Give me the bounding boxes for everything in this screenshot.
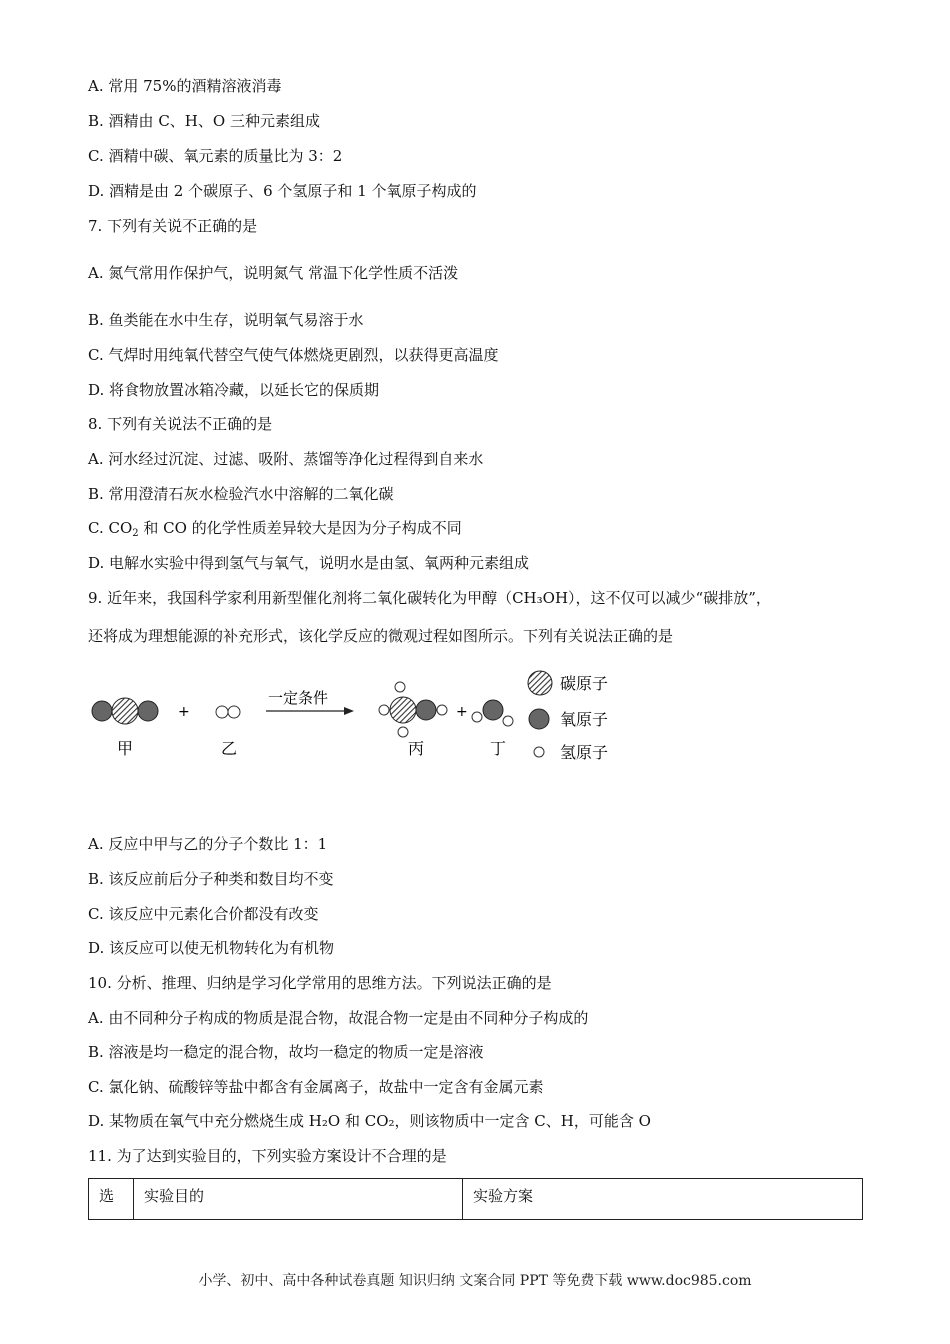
option-line: B. 鱼类能在水中生存，说明氧气易溶于水	[88, 311, 364, 329]
legend-oxygen: 氧原子	[560, 710, 609, 729]
option-line: A. 河水经过沉淀、过滤、吸附、蒸馏等净化过程得到自来水	[88, 450, 484, 468]
option-line: A. 氮气常用作保护气，说明氮气 常温下化学性质不活泼	[88, 264, 459, 282]
experiment-table	[88, 1178, 863, 1220]
option-text: C. CO	[88, 519, 133, 537]
option-line: C. 该反应中元素化合价都没有改变	[88, 905, 319, 923]
option-line: D. 电解水实验中得到氢气与氧气，说明水是由氢、氧两种元素组成	[88, 554, 530, 572]
molecule-ding	[472, 700, 513, 726]
condition-label: 一定条件	[268, 689, 329, 707]
molecule-bing	[379, 682, 447, 737]
legend-carbon: 碳原子	[560, 674, 609, 693]
label-ding: 丁	[490, 739, 507, 758]
arrow-head	[344, 707, 354, 715]
table-header-row	[89, 1179, 863, 1220]
question-9-cont: 还将成为理想能源的补充形式，该化学反应的微观过程如图所示。下列有关说法正确的是	[88, 627, 674, 645]
table-header-option: 选	[89, 1179, 134, 1220]
question-10: 10. 分析、推理、归纳是学习化学常用的思维方法。下列说法正确的是	[88, 974, 552, 992]
subscript: 2	[132, 528, 139, 539]
option-line: A. 常用 75%的酒精溶液消毒	[88, 77, 282, 95]
option-line: B. 常用澄清石灰水检验汽水中溶解的二氧化碳	[88, 485, 394, 503]
table-header-purpose: 实验目的	[134, 1179, 463, 1220]
reaction-diagram	[88, 666, 628, 776]
table-header-plan: 实验方案	[463, 1179, 863, 1220]
question-9: 9. 近年来，我国科学家利用新型催化剂将二氧化碳转化为甲醇（CH₃OH），这不仅可以减少“碳排放”，	[88, 589, 771, 607]
option-line: A. 反应中甲与乙的分子个数比 1：1	[88, 835, 328, 853]
molecule-jia	[92, 698, 158, 724]
option-line: B. 该反应前后分子种类和数目均不变	[88, 870, 334, 888]
option-line: D. 将食物放置冰箱冷藏，以延长它的保质期	[88, 381, 380, 399]
option-line: B. 溶液是均一稳定的混合物，故均一稳定的物质一定是溶液	[88, 1043, 484, 1061]
plus-sign: +	[456, 704, 468, 720]
option-line: D. 该反应可以使无机物转化为有机物	[88, 939, 335, 957]
legend-hydrogen: 氢原子	[560, 743, 609, 762]
option-line: C. 氯化钠、硫酸锌等盐中都含有金属离子，故盐中一定含有金属元素	[88, 1078, 544, 1096]
page-footer: 小学、初中、高中各种试卷真题 知识归纳 文案合同 PPT 等免费下载 www.doc985.com	[198, 1273, 752, 1289]
plus-sign: +	[178, 704, 190, 720]
molecule-yi	[216, 706, 240, 718]
option-line: C. 气焊时用纯氧代替空气使气体燃烧更剧烈，以获得更高温度	[88, 346, 499, 364]
option-line: A. 由不同种分子构成的物质是混合物，故混合物一定是由不同种分子构成的	[88, 1009, 589, 1027]
option-line	[88, 518, 462, 538]
question-11: 11. 为了达到实验目的，下列实验方案设计不合理的是	[88, 1147, 447, 1165]
question-8: 8. 下列有关说法不正确的是	[88, 415, 273, 433]
option-line: C. 酒精中碳、氧元素的质量比为 3：2	[88, 147, 343, 165]
legend	[528, 671, 608, 762]
label-bing: 丙	[408, 739, 425, 758]
option-line: D. 某物质在氧气中充分燃烧生成 H₂O 和 CO₂，则该物质中一定含 C、H，可能含 O	[88, 1112, 651, 1130]
label-yi: 乙	[221, 739, 238, 758]
question-7: 7. 下列有关说不正确的是	[88, 217, 258, 235]
option-line: B. 酒精由 C、H、O 三种元素组成	[88, 112, 320, 130]
option-text: 和 CO 的化学性质差异较大是因为分子构成不同	[138, 519, 462, 537]
label-jia: 甲	[117, 739, 134, 758]
option-line: D. 酒精是由 2 个碳原子、6 个氢原子和 1 个氧原子构成的	[88, 182, 477, 200]
